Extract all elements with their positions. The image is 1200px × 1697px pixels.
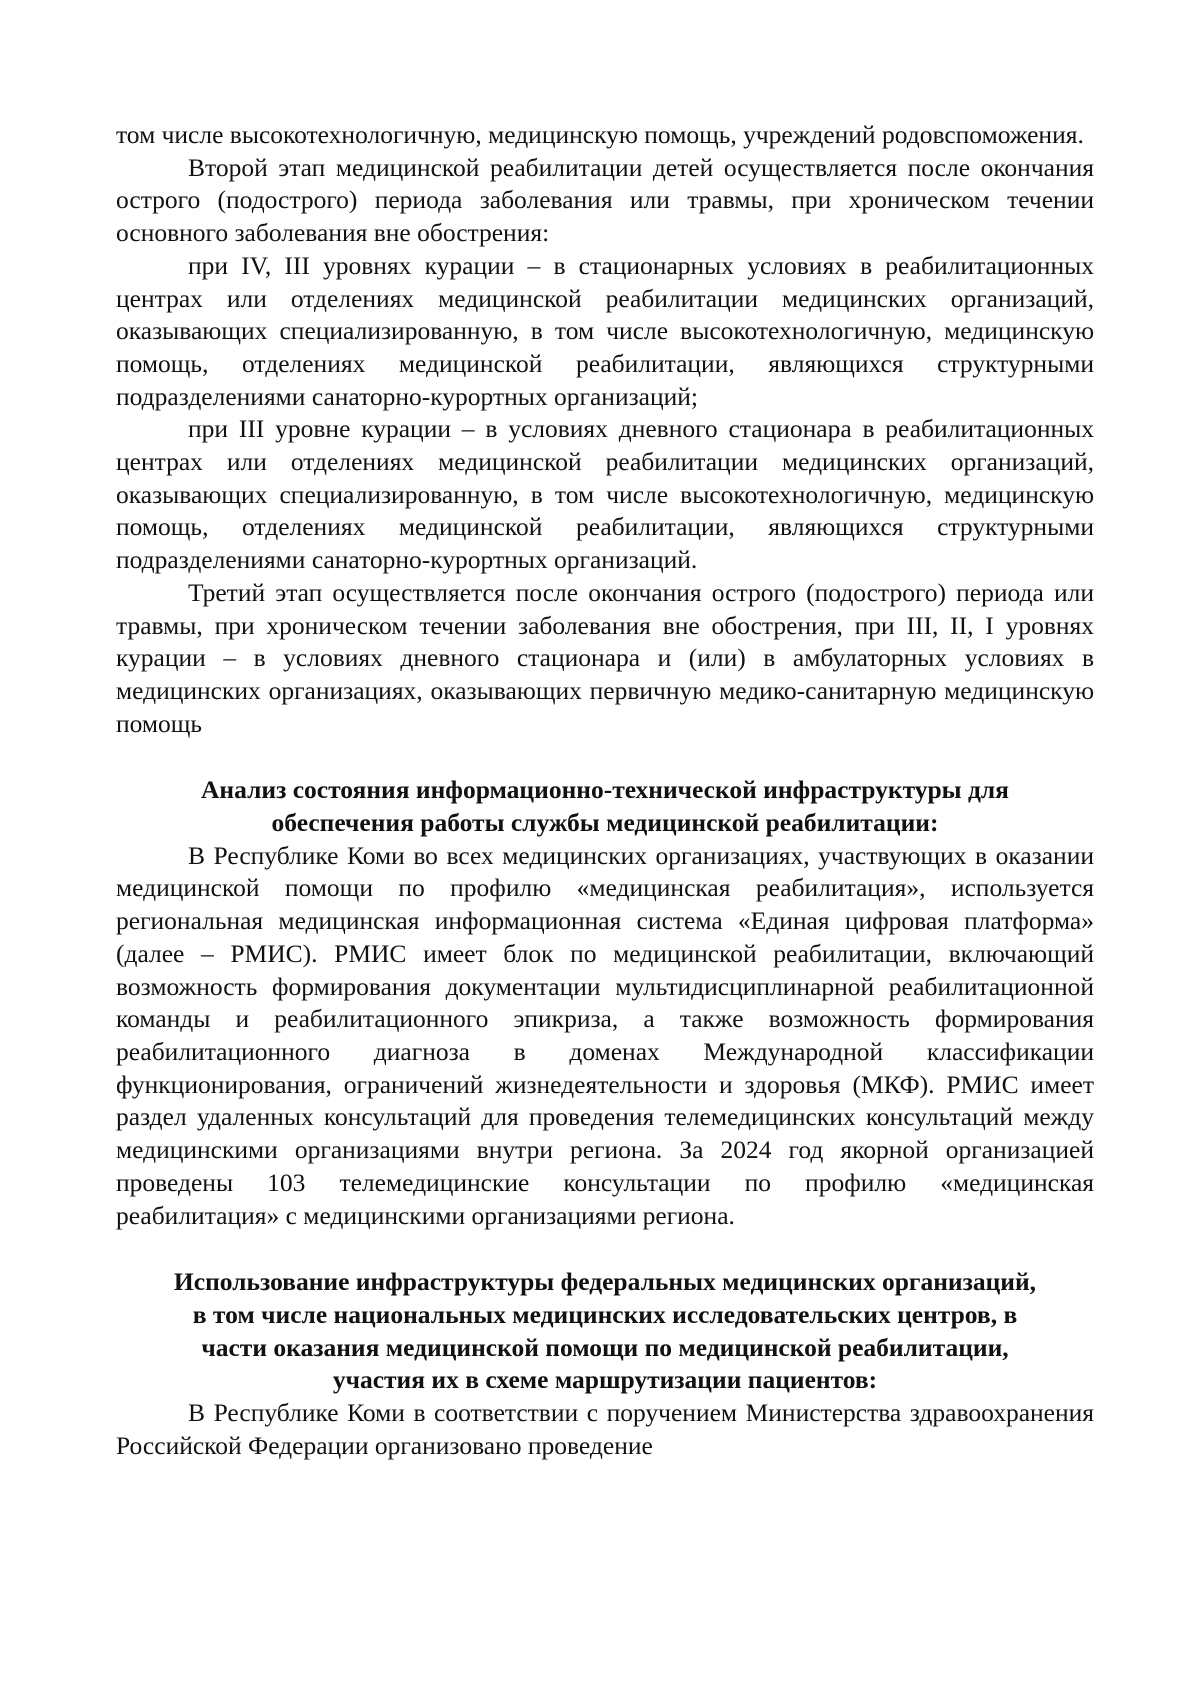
paragraph-levels-iv-iii: при IV, III уровнях курации – в стационарных условиях в реабилитационных центрах или отделениях медицинской реабилитации медицинских организаций, оказывающих специализированную, в том числе высокотехнологичную, медицинскую помощь, отделениях медицинской реабилитации, являющихся структурными подразделениями санаторно-курортных организаций; xyxy=(116,250,1094,411)
heading-line: в том числе национальных медицинских исследовательских центров, в xyxy=(192,1299,1018,1329)
paragraph-ministry-instruction: В Республике Коми в соответствии с поручением Министерства здравоохранения Российской Федерации организовано проведение xyxy=(116,1398,1094,1460)
heading-line: участия их в схеме маршрутизации пациентов: xyxy=(332,1365,878,1395)
section-spacer xyxy=(116,740,1094,774)
heading-line: Использование инфраструктуры федеральных медицинских организаций, xyxy=(173,1267,1037,1297)
heading-line: Анализ состояния информационно-технической инфраструктуры для xyxy=(201,775,1009,805)
paragraph-level-iii: при III уровне курации – в условиях дневного стационара в реабилитационных центрах или отделениях медицинской реабилитации медицинских организаций, оказывающих специализированную, в том числе высокотехнологичную, медицинскую помощь, отделениях медицинской реабилитации, являющихся структурными подразделениями санаторно-курортных организаций. xyxy=(116,414,1094,575)
section-heading-infrastructure xyxy=(116,774,1094,839)
section-heading-federal-organizations xyxy=(116,1266,1094,1397)
heading-line: обеспечения работы службы медицинской реабилитации: xyxy=(271,808,939,838)
paragraph-rmis: В Республике Коми во всех медицинских организациях, участвующих в оказании медицинской помощи по профилю «медицинская реабилитация», используется региональная медицинская информационная система «Единая цифровая платформа» (далее – РМИС). РМИС имеет блок по медицинской реабилитации, включающий возможность формирования документации мультидисциплинарной реабилитационной команды и реабилитационного эпикриза, а также возможность формирования реабилитационного диагноза в доменах Международной классификации функционирования, ограничений жизнедеятельности и здоровья (МКФ). РМИС имеет раздел удаленных консультаций для проведения телемедицинских консультаций между медицинскими организациями внутри региона. За 2024 год якорной организацией проведены 103 телемедицинские консультации по профилю «медицинская реабилитация» с медицинскими организациями региона. xyxy=(116,840,1094,1230)
paragraph-third-stage: Третий этап осуществляется после окончания острого (подострого) периода или травмы, при хроническом течении заболевания вне обострения, при III, II, I уровнях курации – в условиях дневного стационара и (или) в амбулаторных условиях в медицинских организациях, оказывающих первичную медико-санитарную медицинскую помощь xyxy=(116,577,1094,738)
document-page xyxy=(116,119,1094,1462)
paragraph-second-stage: Второй этап медицинской реабилитации детей осуществляется после окончания острого (подострого) периода заболевания или травмы, при хроническом течении основного заболевания вне обострения: xyxy=(116,152,1094,248)
paragraph-continuation: том числе высокотехнологичную, медицинскую помощь, учреждений родовспоможения. xyxy=(116,120,1084,149)
heading-line: части оказания медицинской помощи по медицинской реабилитации, xyxy=(201,1332,1009,1362)
section-spacer xyxy=(116,1232,1094,1266)
